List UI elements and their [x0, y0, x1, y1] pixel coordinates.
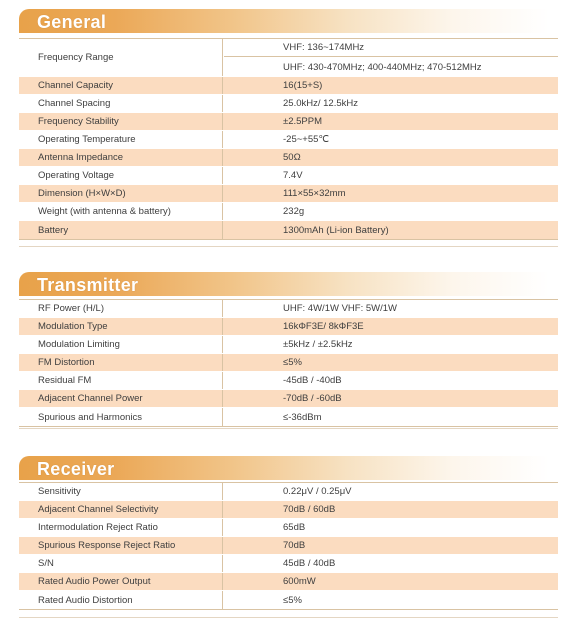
- spec-name: Spurious Response Reject Ratio: [19, 537, 223, 554]
- spec-row: [19, 185, 558, 203]
- spec-value-uhf: UHF: 430-470MHz; 400-440MHz; 470-512MHz: [283, 61, 482, 73]
- spec-value: 65dB: [283, 522, 306, 533]
- general-table: [19, 38, 558, 240]
- spec-value: 600mW: [283, 576, 316, 587]
- spec-row: [19, 408, 558, 426]
- spec-row: [19, 354, 558, 372]
- spec-name: Battery: [19, 221, 223, 239]
- spec-name: Operating Temperature: [19, 131, 223, 148]
- spec-value: 25.0kHz/ 12.5kHz: [283, 98, 358, 109]
- spec-row: [19, 149, 558, 167]
- spec-row: [19, 221, 558, 239]
- spec-name: Channel Spacing: [19, 95, 223, 112]
- spec-name: Modulation Type: [19, 318, 223, 335]
- spec-name: Dimension (H×W×D): [19, 185, 223, 202]
- section-divider: [19, 617, 558, 618]
- spec-value: -70dB / -60dB: [283, 393, 342, 404]
- spec-value: 70dB: [283, 540, 306, 551]
- spec-name: Modulation Limiting: [19, 336, 223, 353]
- spec-row: [19, 336, 558, 354]
- spec-name: Rated Audio Power Output: [19, 573, 223, 590]
- spec-row: [19, 483, 558, 501]
- spec-row: [19, 167, 558, 185]
- spec-name: Intermodulation Reject Ratio: [19, 519, 223, 536]
- transmitter-table: [19, 299, 558, 427]
- spec-row-frequency-range: [19, 39, 558, 77]
- spec-value: -45dB / -40dB: [283, 375, 342, 386]
- spec-value: 0.22μV / 0.25μV: [283, 486, 352, 497]
- spec-row: [19, 113, 558, 131]
- receiver-title: Receiver: [37, 459, 115, 479]
- spec-name: Rated Audio Distortion: [19, 591, 223, 609]
- spec-name: Operating Voltage: [19, 167, 223, 184]
- section-divider: [19, 428, 558, 429]
- spec-name: Antenna Impedance: [19, 149, 223, 166]
- spec-name: Spurious and Harmonics: [19, 408, 223, 426]
- spec-name: Frequency Range: [19, 39, 223, 76]
- spec-value: ±5kHz / ±2.5kHz: [283, 339, 353, 350]
- spec-value: UHF: 4W/1W VHF: 5W/1W: [283, 303, 397, 314]
- spec-name: Sensitivity: [19, 483, 223, 500]
- section-divider: [19, 246, 558, 247]
- spec-name: S/N: [19, 555, 223, 572]
- spec-value: 1300mAh (Li-ion Battery): [283, 224, 389, 236]
- spec-row: [19, 573, 558, 591]
- spec-name: Residual FM: [19, 372, 223, 389]
- spec-row: [19, 390, 558, 408]
- spec-value: 70dB / 60dB: [283, 504, 336, 515]
- spec-name: Weight (with antenna & battery): [19, 203, 223, 220]
- receiver-table: [19, 482, 558, 610]
- general-header: [19, 9, 549, 33]
- receiver-header: [19, 456, 549, 480]
- spec-name: Channel Capacity: [19, 77, 223, 94]
- general-title: General: [37, 12, 107, 32]
- spec-row: [19, 537, 558, 555]
- spec-value: ≤5%: [283, 594, 302, 606]
- spec-value: 50Ω: [283, 152, 301, 163]
- spec-name: Adjacent Channel Power: [19, 390, 223, 407]
- spec-value-vhf: VHF: 136~174MHz: [224, 39, 558, 57]
- spec-name: Frequency Stability: [19, 113, 223, 130]
- spec-value: 232g: [283, 206, 305, 217]
- spec-row: [19, 300, 558, 318]
- spec-row: [19, 519, 558, 537]
- spec-row: [19, 95, 558, 113]
- spec-row: [19, 372, 558, 390]
- spec-row: [19, 77, 558, 95]
- spec-name: Adjacent Channel Selectivity: [19, 501, 223, 518]
- spec-value: 45dB / 40dB: [283, 558, 336, 569]
- spec-value: ≤5%: [283, 357, 302, 368]
- spec-value: ≤-36dBm: [283, 411, 322, 423]
- spec-row: [19, 555, 558, 573]
- spec-row: [19, 591, 558, 609]
- spec-value: 16(15+S): [283, 80, 323, 91]
- spec-value: ±2.5PPM: [283, 116, 323, 127]
- transmitter-title: Transmitter: [37, 275, 139, 295]
- transmitter-header: [19, 272, 549, 296]
- spec-row: [19, 203, 558, 221]
- spec-row: [19, 501, 558, 519]
- spec-row: [19, 318, 558, 336]
- spec-value: 16kΦF3E/ 8kΦF3E: [283, 321, 364, 332]
- spec-name: FM Distortion: [19, 354, 223, 371]
- spec-value: 111×55×32mm: [283, 188, 346, 199]
- spec-name: RF Power (H/L): [19, 300, 223, 317]
- spec-value: -25~+55℃: [283, 134, 330, 145]
- spec-row: [19, 131, 558, 149]
- spec-value: 7.4V: [283, 170, 303, 181]
